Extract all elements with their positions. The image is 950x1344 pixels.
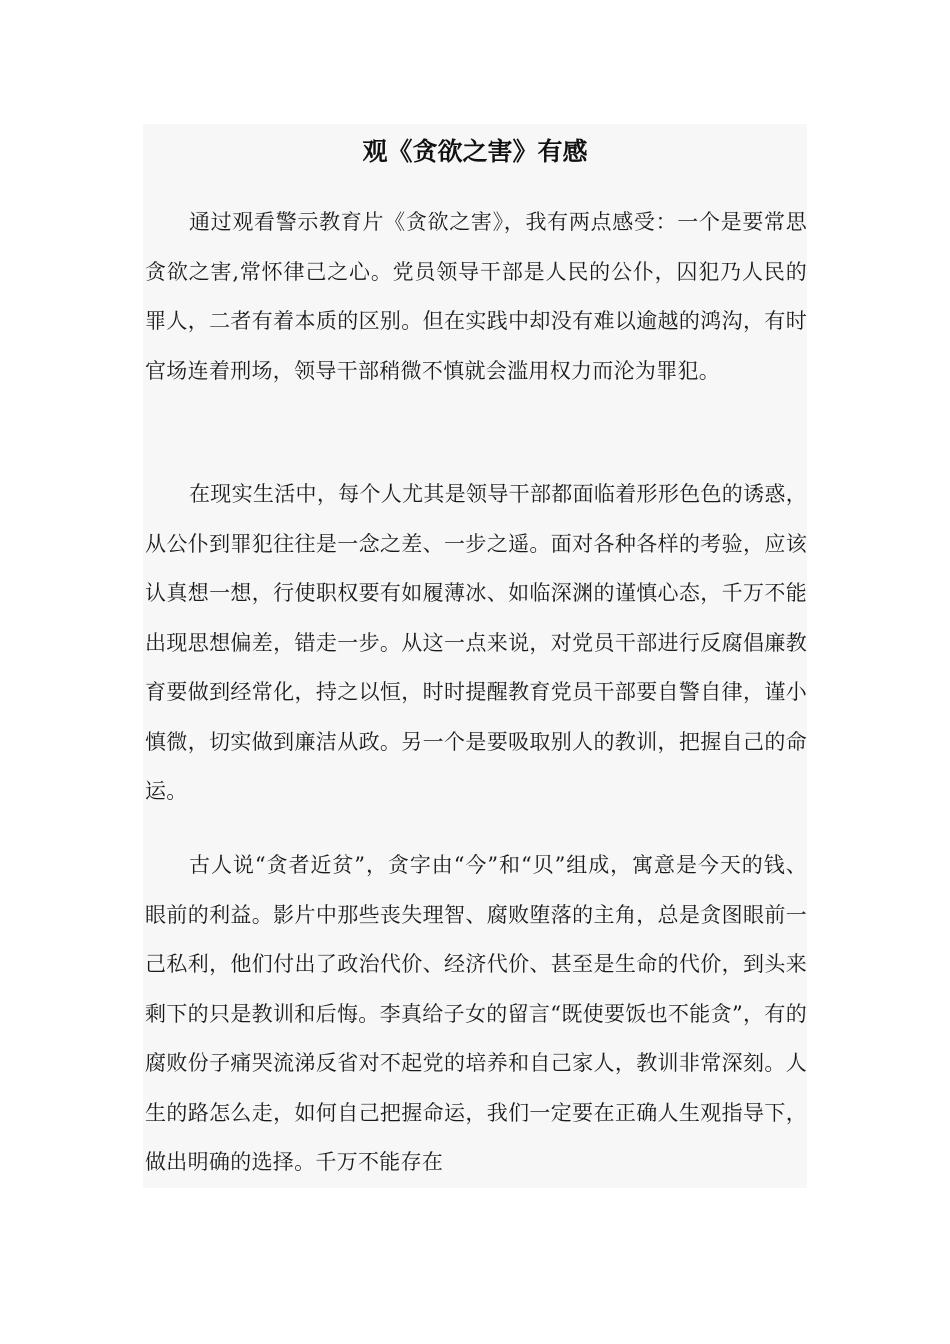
paragraph-3: 古人说“贪者近贫”，贪字由“今”和“贝”组成，寓意是今天的钱、眼前的利益。影片中那些丧失理智、腐败堕落的主角，总是贪图眼前一己私利，他们付出了政治代价、经济代价、甚至是生命的代价，到头来剩下的只是教训和后悔。李真给子女的留言“既使要饭也不能贪”，有的腐败份子痛哭流涕反省对不起党的培养和自己家人，教训非常深刻。人生的路怎么走，如何自己把握命运，我们一定要在正确人生观指导下，做出明确的选择。千万不能存在 (145, 853, 807, 1174)
paragraph-2: 在现实生活中，每个人尤其是领导干部都面临着形形色色的诱惑，从公仆到罪犯往往是一念之差、一步之遥。面对各种各样的考验，应该认真想一想，行使职权要有如履薄冰、如临深渊的谨慎心态，千万不能出现思想偏差，错走一步。从这一点来说，对党员干部进行反腐倡廉教育要做到经常化，持之以恒，时时提醒教育党员干部要自警自律，谨小慎微，切实做到廉洁从政。另一个是要吸取别人的教训，把握自己的命运。 (145, 482, 807, 803)
paragraph-1: 通过观看警示教育片《贪欲之害》，我有两点感受：一个是要常思贪欲之害,常怀律己之心。党员领导干部是人民的公仆，囚犯乃人民的罪人，二者有着本质的区别。但在实践中却没有难以逾越的鸿沟，有时官场连着刑场，领导干部稍微不慎就会滥用权力而沦为罪犯。 (145, 210, 807, 383)
document-title: 观《贪欲之害》有感 (362, 137, 588, 166)
